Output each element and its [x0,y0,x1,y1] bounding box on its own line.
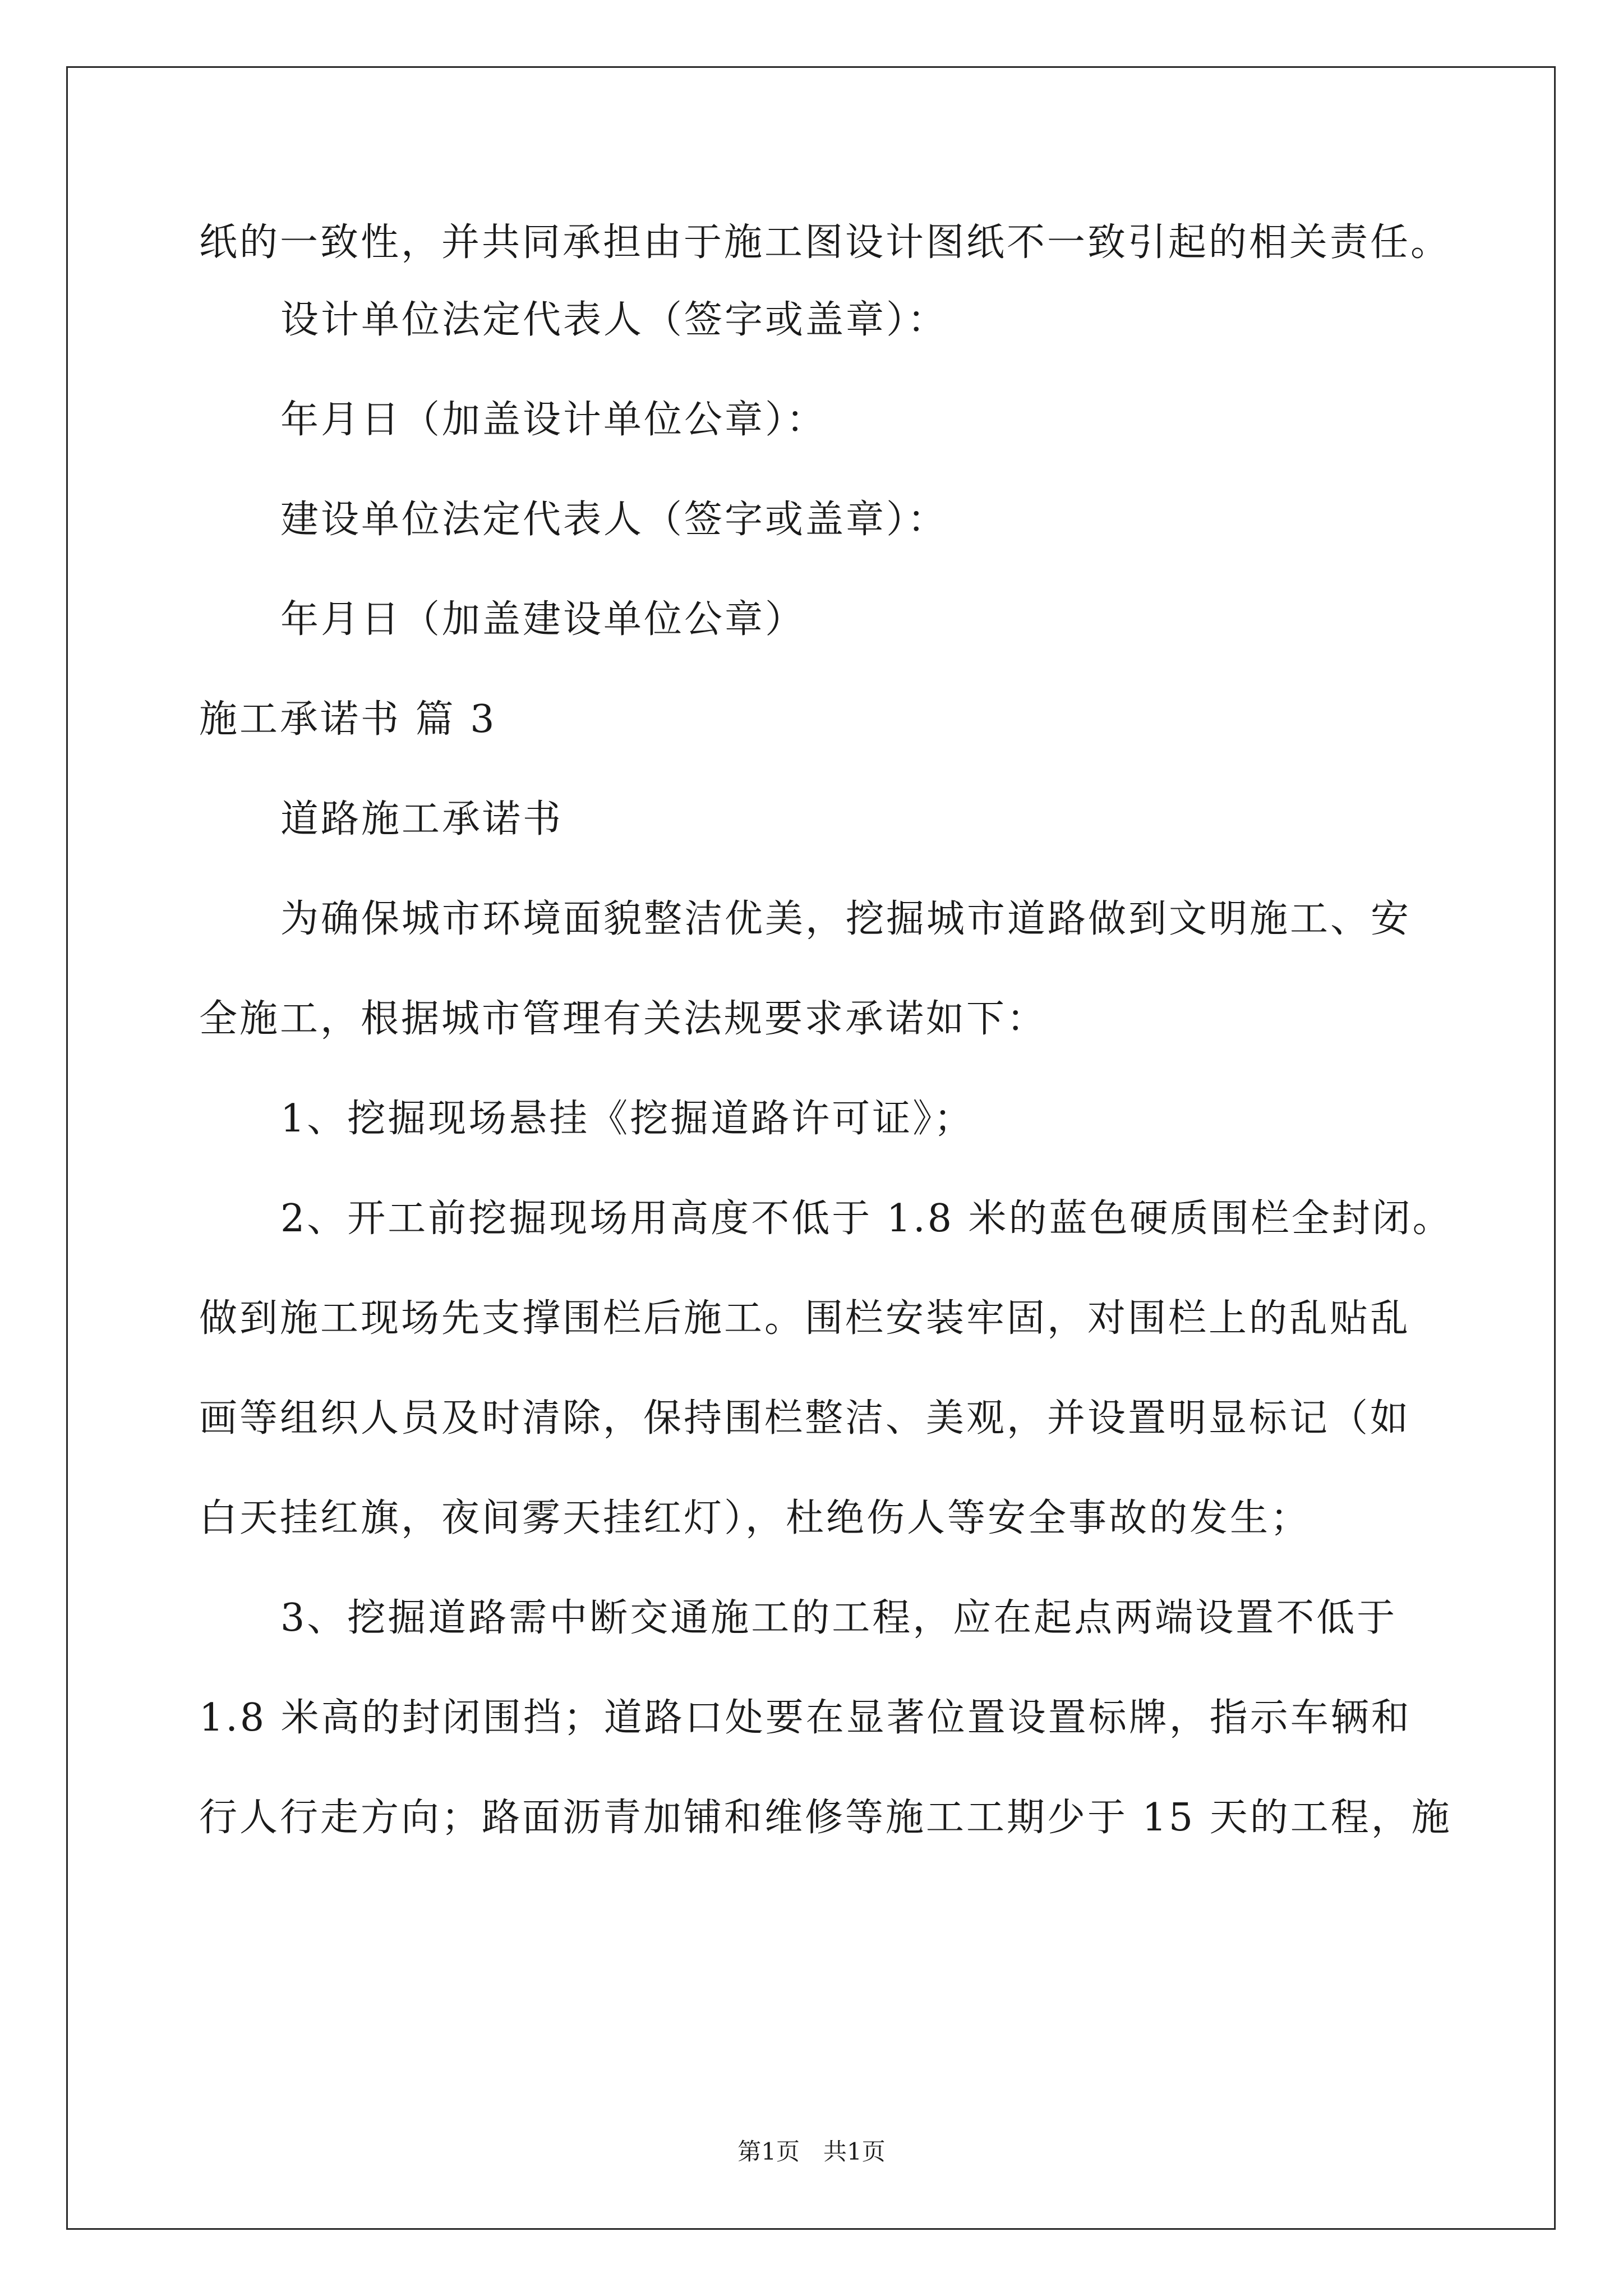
text-line: 画等组织人员及时清除，保持围栏整洁、美观，并设置明显标记（如 [199,1396,1411,1441]
text-line: 行人行走方向；路面沥青加铺和维修等施工工期少于 15 天的工程，施 [199,1796,1452,1840]
page-number-footer: 第1页 共1页 [737,2138,886,2165]
text-line: 纸的一致性，并共同承担由于施工图设计图纸不一致引起的相关责任。 [199,220,1451,265]
text-line: 年月日（加盖建设单位公章） [280,597,806,642]
text-line: 建设单位法定代表人（签字或盖章）： [280,498,948,542]
list-item: 3、挖掘道路需中断交通施工的工程，应在起点两端设置不低于 [280,1596,1398,1640]
document-title: 道路施工承诺书 [280,797,564,841]
list-item: 2、开工前挖掘现场用高度不低于 1.8 米的蓝色硬质围栏全封闭。 [280,1197,1453,1241]
text-line: 全施工，根据城市管理有关法规要求承诺如下： [199,997,1048,1041]
text-line: 设计单位法定代表人（签字或盖章）： [280,298,948,342]
list-item: 1、挖掘现场悬挂《挖掘道路许可证》； [280,1097,975,1141]
text-line: 做到施工现场先支撑围栏后施工。围栏安装牢固，对围栏上的乱贴乱 [199,1296,1411,1341]
text-line: 白天挂红旗，夜间雾天挂红灯），杜绝伤人等安全事故的发生； [199,1496,1311,1540]
text-line: 为确保城市环境面貌整洁优美，挖掘城市道路做到文明施工、安 [280,897,1412,941]
page-border [66,66,1556,2230]
section-heading: 施工承诺书 篇 3 [199,697,497,742]
text-line: 1.8 米高的封闭围挡；道路口处要在显著位置设置标牌，指示车辆和 [199,1696,1412,1740]
text-line: 年月日（加盖设计单位公章）： [280,398,827,442]
